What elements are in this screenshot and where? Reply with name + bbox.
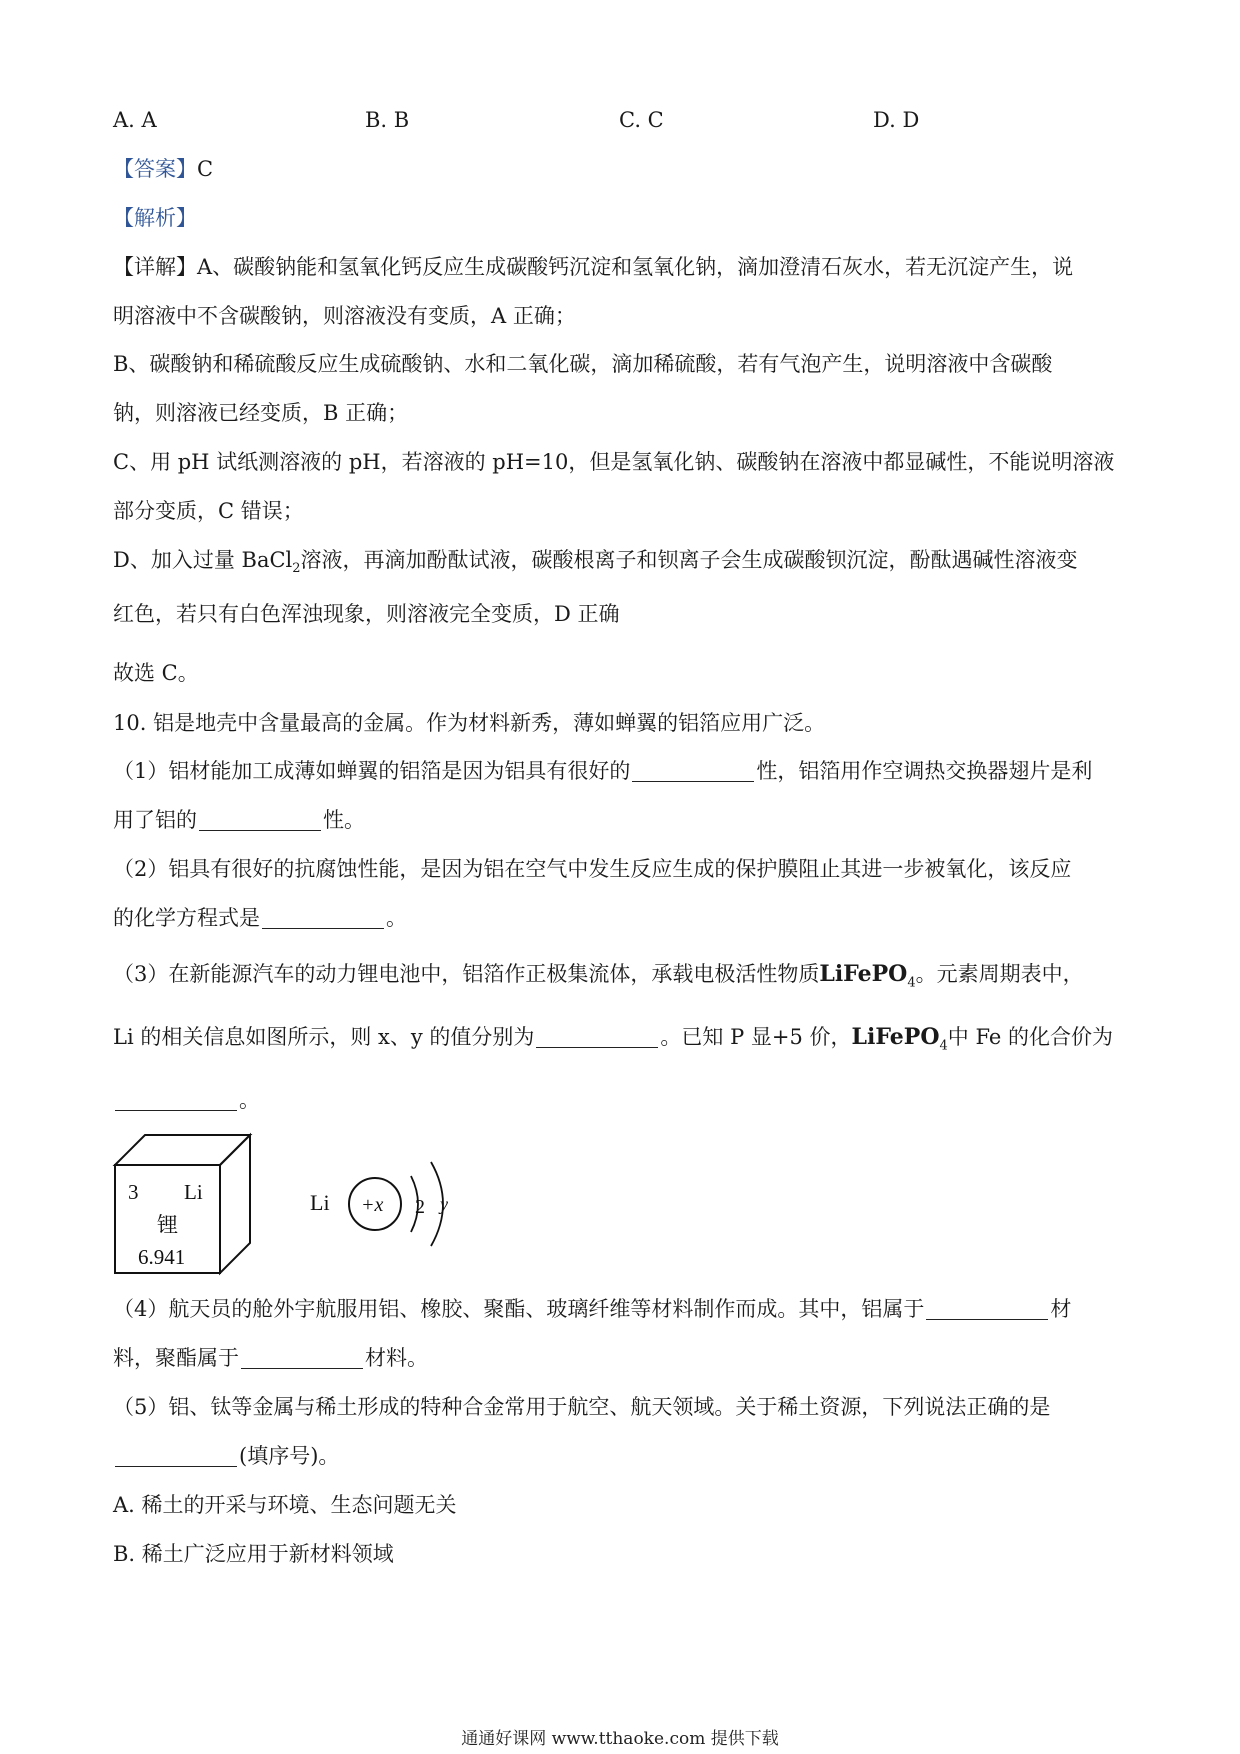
q10-part1-line2 <box>113 806 365 834</box>
option-b: B. B <box>365 108 410 132</box>
q10-part2-line2 <box>113 904 407 932</box>
detail-d-line2: 红色，若只有白色浑浊现象，则溶液完全变质，D 正确 <box>113 602 620 626</box>
q10-p3-text-d: 。已知 P 显+5 价， <box>660 1025 852 1049</box>
detail-a-text: A、碳酸钠能和氢氧化钙反应生成碳酸钙沉淀和氢氧化钠，滴加澄清石灰水，若无沉淀产生，说 <box>197 255 1074 279</box>
detail-d-line1 <box>113 546 1078 583</box>
option-c: C. C <box>619 108 664 132</box>
detail-a-line1 <box>113 253 1073 281</box>
answer-blank[interactable] <box>241 1348 363 1369</box>
q10-part2-line1: （2）铝具有很好的抗腐蚀性能，是因为铝在空气中发生反应生成的保护膜阻止其进一步被氧化，该反应 <box>113 857 1072 881</box>
detail-b-line2: 钠，则溶液已经变质，B 正确； <box>113 401 409 425</box>
detail-d-text-a: D、加入过量 BaCl <box>113 548 293 572</box>
detail-d-text-b: 溶液，再滴加酚酞试液，碳酸根离子和钡离子会生成碳酸钡沉淀，酚酞遇碱性溶液变 <box>300 548 1078 572</box>
q10-p4-text-d: 材料。 <box>365 1346 428 1370</box>
q10-part3-line3 <box>113 1086 260 1114</box>
formula-main: LiFePO <box>819 961 908 987</box>
option-a: A. A <box>113 108 157 132</box>
answer-blank[interactable] <box>115 1446 237 1467</box>
q10-p3-text-f: 。 <box>239 1088 260 1112</box>
atom-structure-figure <box>305 1140 475 1260</box>
detail-conclusion: 故选 C。 <box>113 661 199 685</box>
q10-stem: 10. 铝是地壳中含量最高的金属。作为材料新秀，薄如蝉翼的铝箔应用广泛。 <box>113 711 826 735</box>
q10-part1-line1 <box>113 757 1092 785</box>
q10-p1-text-b: 性，铝箔用作空调热交换器翅片是利 <box>756 759 1093 783</box>
detail-c-line2: 部分变质，C 错误； <box>113 499 304 523</box>
formula-sub: 4 <box>939 1038 948 1054</box>
atom-symbol: Li <box>310 1190 330 1215</box>
detail-tag: 【详解】 <box>113 255 197 279</box>
element-mass: 6.941 <box>138 1245 186 1269</box>
element-card-figure <box>110 1130 260 1280</box>
q10-p1-text-a: （1）铝材能加工成薄如蝉翼的铝箔是因为铝具有很好的 <box>113 759 631 783</box>
formula-lifepo4 <box>819 961 916 991</box>
q10-part4-line1 <box>113 1295 1071 1323</box>
answer-blank[interactable] <box>199 810 321 831</box>
detail-c-line1: C、用 pH 试纸测溶液的 pH，若溶液的 pH=10，但是氢氧化钠、碳酸钠在溶液中都显碱性，不能说明溶液 <box>113 450 1115 474</box>
analysis-tag: 【解析】 <box>113 206 197 230</box>
answer-blank[interactable] <box>262 908 384 929</box>
element-number: 3 <box>128 1180 139 1204</box>
detail-d-subscript: 2 <box>292 561 301 577</box>
element-name: 锂 <box>157 1213 178 1237</box>
q10-p4-text-c: 料，聚酯属于 <box>113 1346 239 1370</box>
shell2-electrons: y <box>440 1194 448 1214</box>
answer-blank[interactable] <box>536 1027 658 1048</box>
shell1-electrons: 2 <box>415 1196 425 1218</box>
q10-part4-line2 <box>113 1344 428 1372</box>
answer-line <box>113 155 213 183</box>
q10-option-b: B. 稀土广泛应用于新材料领域 <box>113 1542 394 1566</box>
q10-p2-text-b: 的化学方程式是 <box>113 906 260 930</box>
q10-p1-text-d: 性。 <box>323 808 365 832</box>
q10-p2-text-c: 。 <box>386 906 407 930</box>
element-symbol: Li <box>184 1180 203 1204</box>
q10-part3-line2 <box>113 1023 1113 1060</box>
q10-option-a: A. 稀土的开采与环境、生态问题无关 <box>113 1493 457 1517</box>
option-d: D. D <box>873 108 920 132</box>
q10-p3-text-e: 中 Fe 的化合价为 <box>947 1025 1113 1049</box>
formula-sub: 4 <box>907 975 916 991</box>
q10-p3-text-a: （3）在新能源汽车的动力锂电池中，铝箔作正极集流体，承载电极活性物质 <box>113 962 820 986</box>
formula-lifepo4 <box>851 1024 948 1054</box>
answer-blank[interactable] <box>115 1090 237 1111</box>
formula-main: LiFePO <box>851 1024 940 1050</box>
q10-p3-text-c: Li 的相关信息如图所示，则 x、y 的值分别为 <box>113 1025 535 1049</box>
answer-blank[interactable] <box>632 761 754 782</box>
q10-p4-text-b: 材 <box>1050 1297 1072 1321</box>
answer-tag: 【答案】 <box>113 157 197 181</box>
q10-part3-line1 <box>113 960 1084 997</box>
q10-part5-line1: （5）铝、钛等金属与稀土形成的特种合金常用于航空、航天领域。关于稀土资源，下列说法正确的是 <box>113 1395 1051 1419</box>
q10-p1-text-c: 用了铝的 <box>113 808 197 832</box>
q10-p3-text-b: 。元素周期表中， <box>915 962 1084 986</box>
q10-part5-line2 <box>113 1442 339 1470</box>
detail-b-line1: B、碳酸钠和稀硫酸反应生成硫酸钠、水和二氧化碳，滴加稀硫酸，若有气泡产生，说明溶液中含碳酸 <box>113 352 1053 376</box>
answer-value: C <box>197 157 214 181</box>
detail-a-line2: 明溶液中不含碳酸钠，则溶液没有变质，A 正确； <box>113 304 576 328</box>
q10-p4-text-a: （4）航天员的舱外宇航服用铝、橡胶、聚酯、玻璃纤维等材料制作而成。其中，铝属于 <box>113 1297 925 1321</box>
page-footer: 通通好课网 www.tthaoke.com 提供下载 <box>461 1729 779 1749</box>
answer-blank[interactable] <box>926 1299 1048 1320</box>
q10-p5-text-b: (填序号)。 <box>239 1444 340 1468</box>
nucleus-charge: +x <box>361 1194 384 1216</box>
